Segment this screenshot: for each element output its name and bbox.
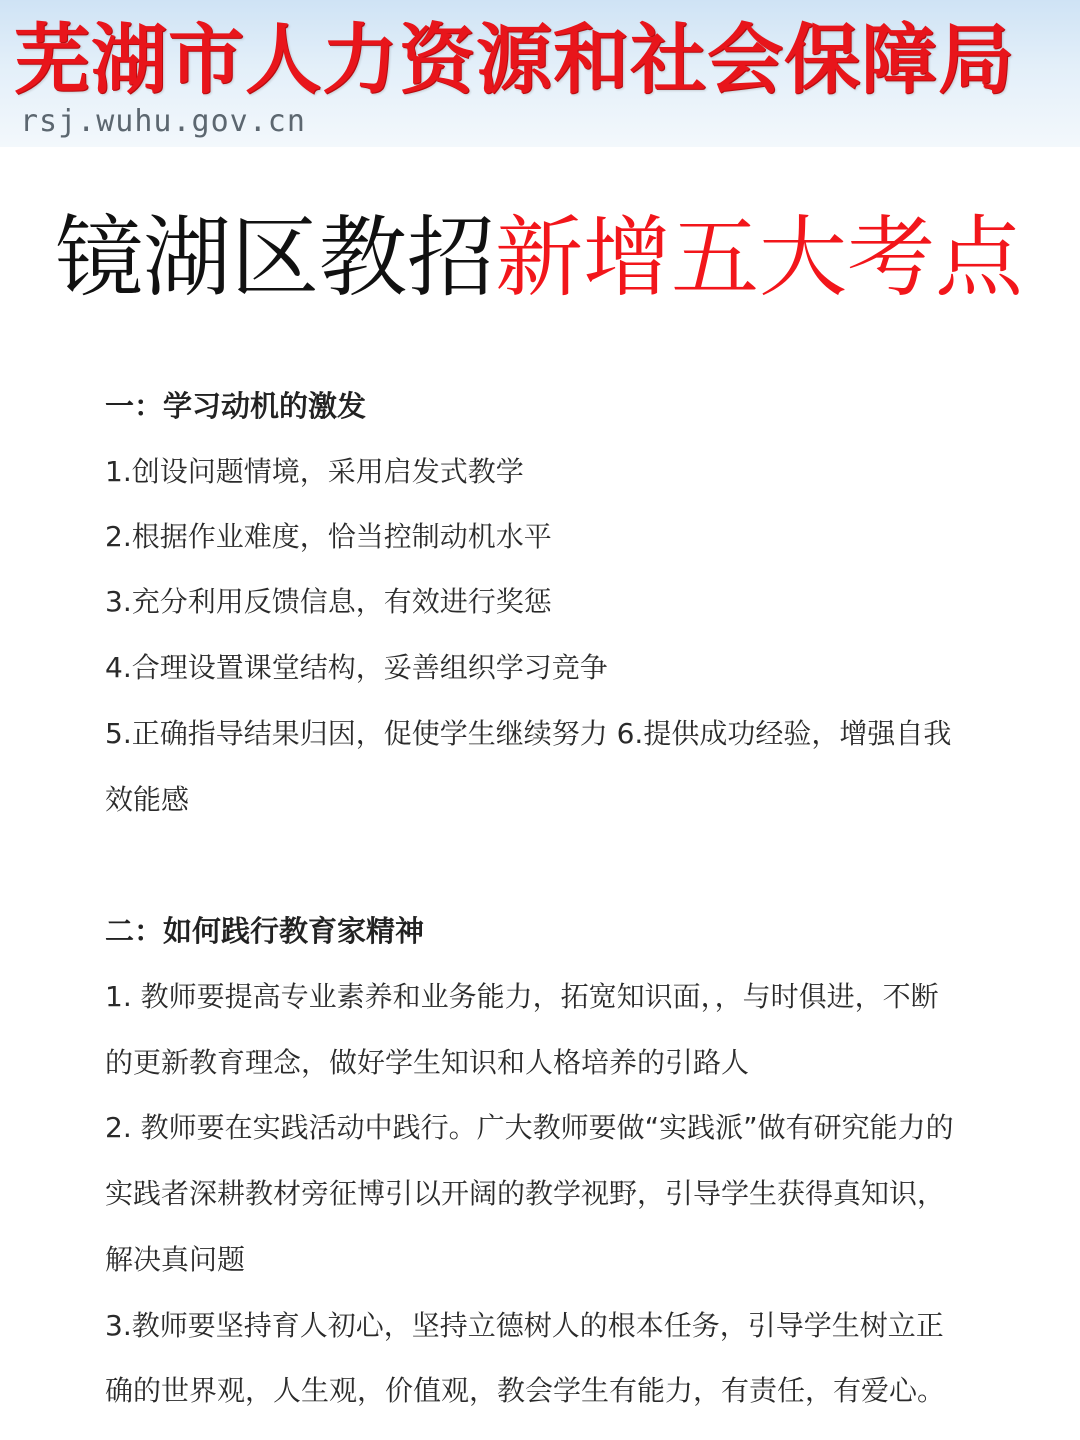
section1-line: 4.合理设置课堂结构，妥善组织学习竞争 bbox=[105, 651, 608, 684]
header-url: rsj.wuhu.gov.cn bbox=[20, 104, 306, 139]
section2-line: 1. 教师要提高专业素养和业务能力，拓宽知识面，，与时俱进，不断 bbox=[105, 980, 939, 1013]
section2-line: 解决真问题 bbox=[105, 1243, 246, 1276]
section1-line: 效能感 bbox=[105, 783, 190, 816]
header-title: 芜湖市人力资源和社会保障局 bbox=[14, 15, 1015, 104]
section2-line: 确的世界观，人生观，价值观，教会学生有能力，有责任，有爱心。 bbox=[105, 1374, 946, 1407]
section1-line: 3.充分利用反馈信息，有效进行奖惩 bbox=[105, 585, 552, 618]
section2-line: 2. 教师要在实践活动中践行。广大教师要做“实践派”做有研究能力的 bbox=[105, 1111, 954, 1144]
section1-line: 1.创设问题情境，采用启发式教学 bbox=[105, 455, 524, 488]
headline-part-black: 镜湖区教招 bbox=[55, 206, 496, 309]
page-headline bbox=[55, 208, 1023, 308]
section2-line: 的更新教育理念，做好学生知识和人格培养的引路人 bbox=[105, 1046, 750, 1079]
section1-line: 5.正确指导结果归因，促使学生继续努力 6.提供成功经验，增强自我 bbox=[105, 717, 952, 750]
section1-line: 2.根据作业难度，恰当控制动机水平 bbox=[105, 520, 552, 553]
headline-part-red: 新增五大考点 bbox=[495, 206, 1024, 309]
section2-title: 二：如何践行教育家精神 bbox=[105, 914, 425, 948]
section2-line: 实践者深耕教材旁征博引以开阔的教学视野，引导学生获得真知识， bbox=[105, 1177, 946, 1210]
section1-title: 一：学习动机的激发 bbox=[105, 389, 367, 423]
section2-line: 3.教师要坚持育人初心，坚持立德树人的根本任务，引导学生树立正 bbox=[105, 1309, 944, 1342]
header-banner bbox=[0, 0, 1080, 147]
